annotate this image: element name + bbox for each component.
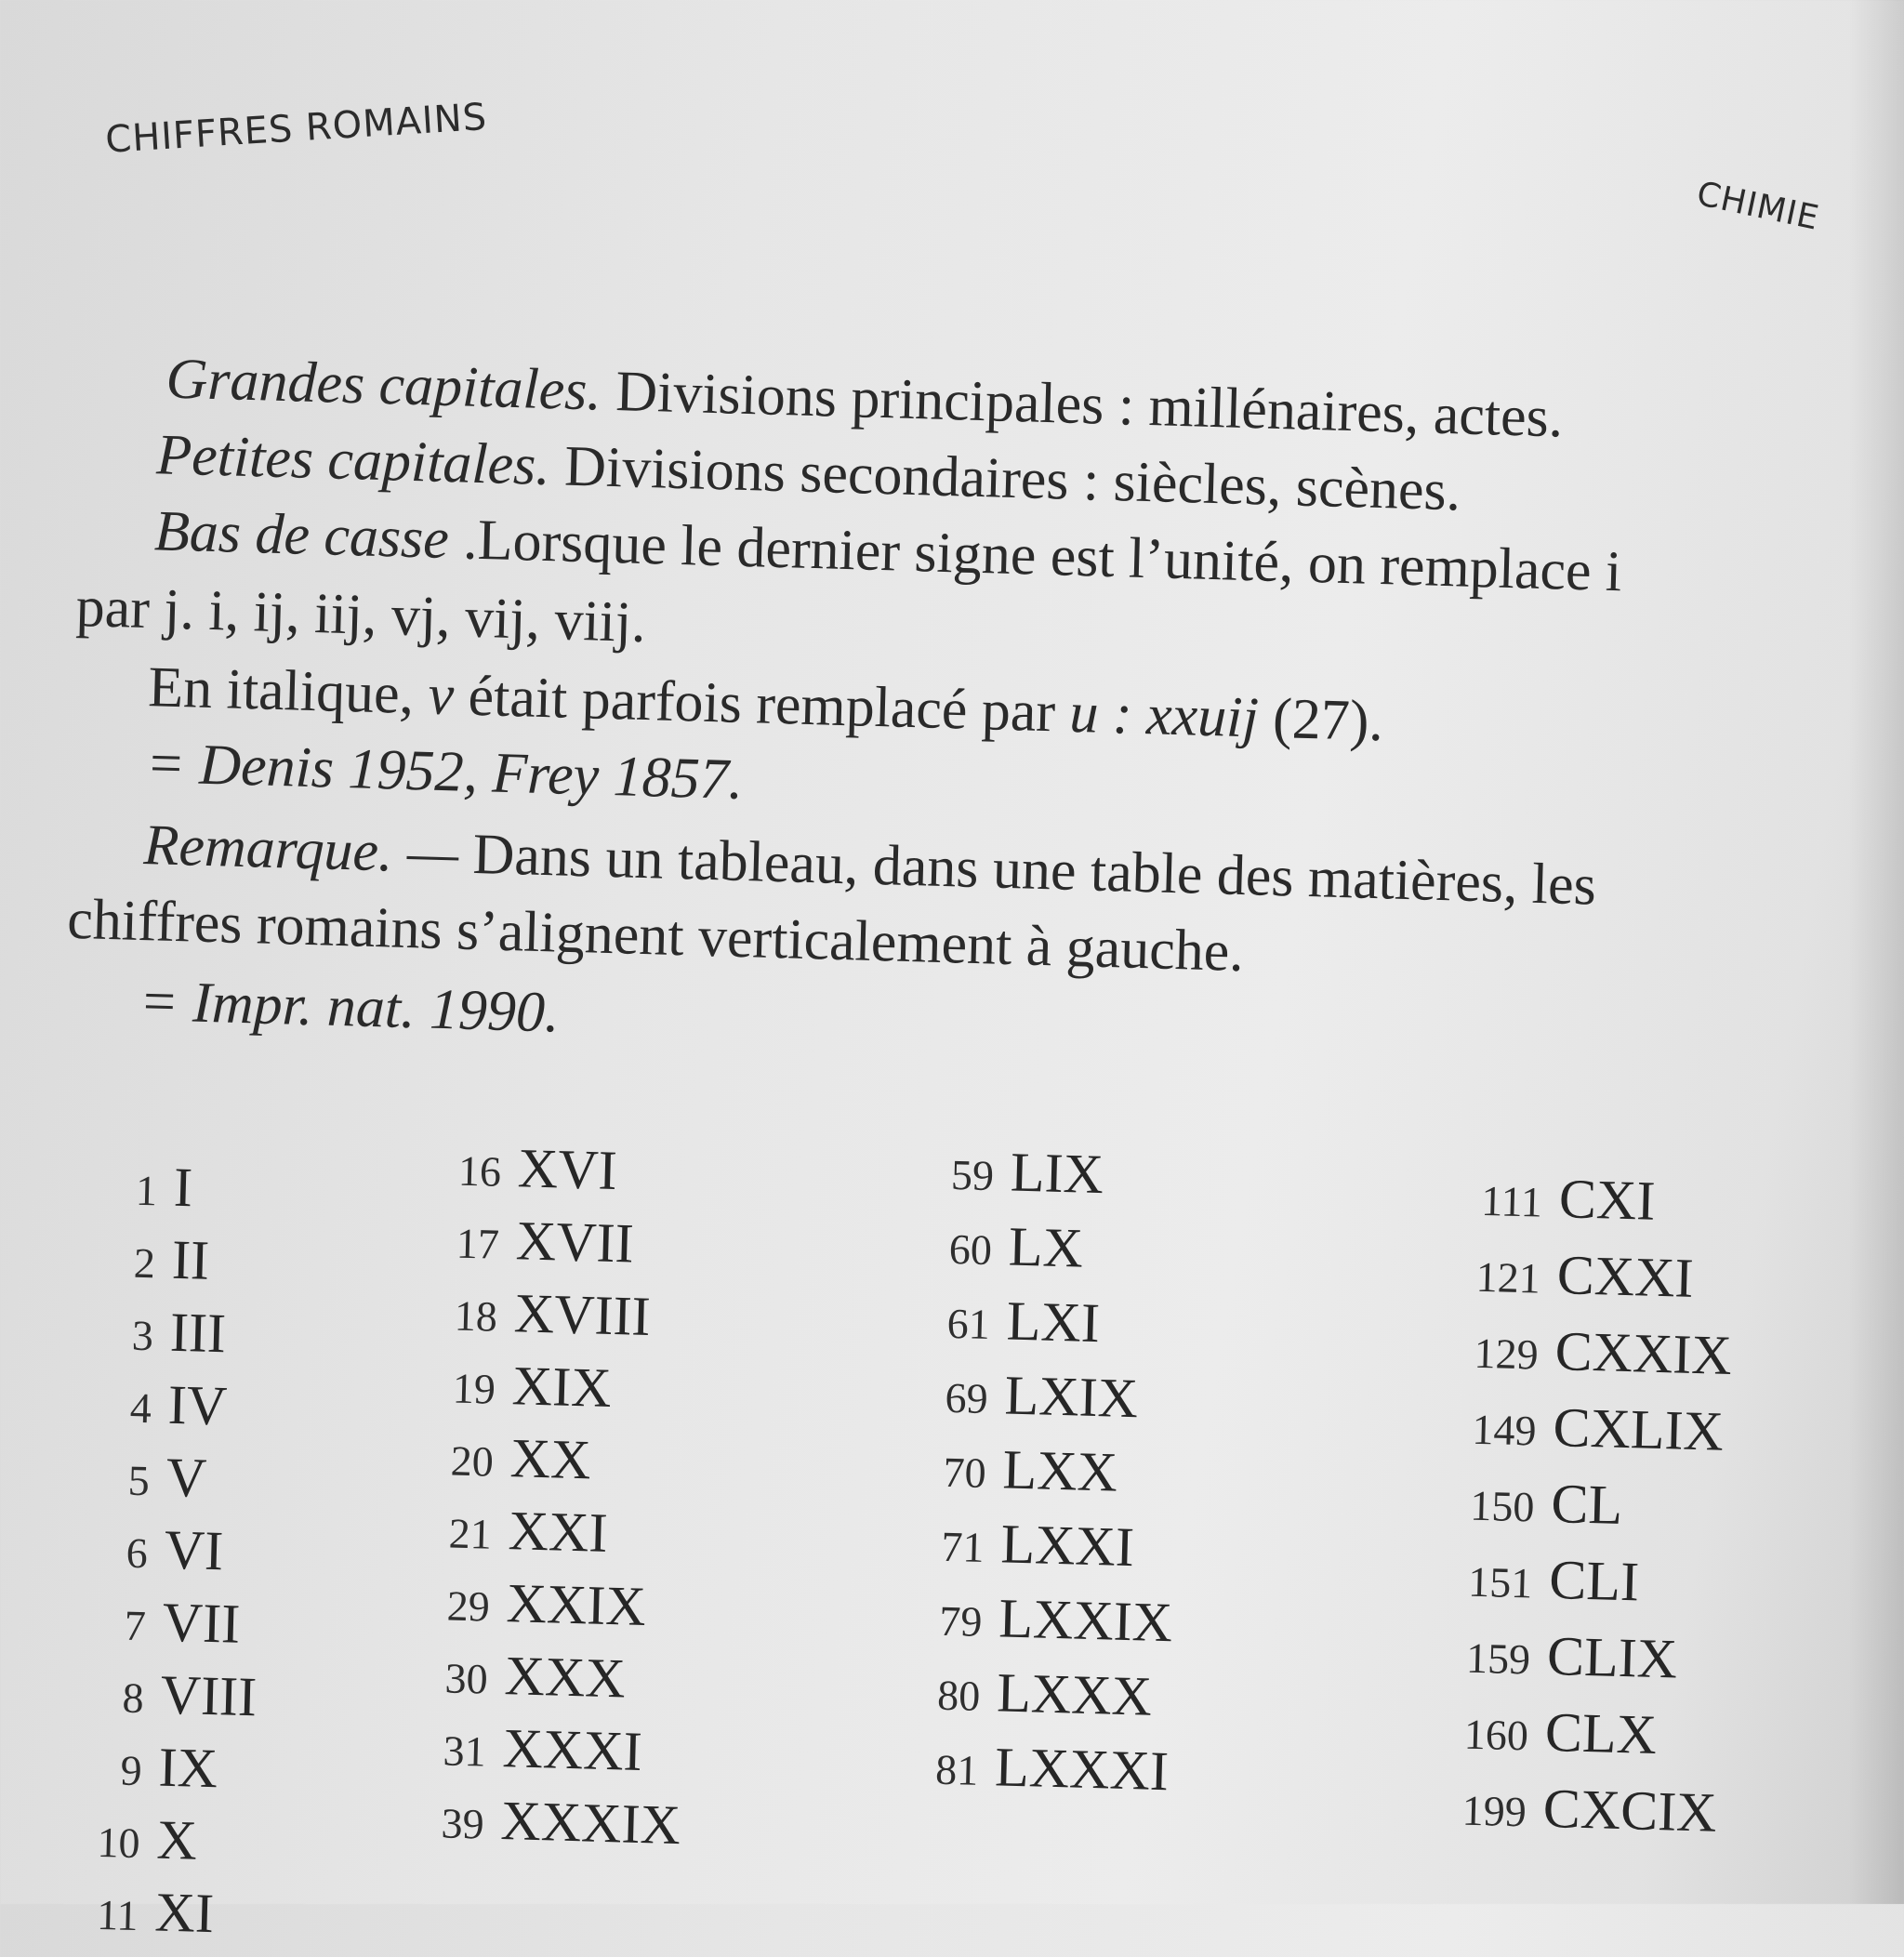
table-row [58, 1733, 218, 1811]
arabic-number: 30 [444, 1654, 489, 1703]
roman-numeral: VIII [159, 1663, 258, 1728]
table-row [433, 1207, 635, 1287]
roman-numeral: V [165, 1446, 208, 1509]
italique-example: u : xxuij [1068, 681, 1260, 750]
roman-numeral: XI [153, 1881, 215, 1945]
roman-numeral: LXXXI [994, 1736, 1170, 1803]
table-row [69, 1298, 227, 1376]
running-head-left: CHIFFRES ROMAINS [104, 95, 489, 162]
reference-denis-frey: = Denis 1952, Frey 1857. [145, 732, 745, 812]
roman-numeral: I [173, 1156, 193, 1219]
roman-numeral: XXI [508, 1500, 609, 1564]
roman-numeral: LXIX [1003, 1364, 1139, 1430]
roman-numeral: XXXIX [499, 1790, 681, 1857]
arabic-number: 121 [1475, 1252, 1541, 1302]
arabic-number: 5 [127, 1456, 151, 1505]
arabic-number: 59 [950, 1150, 995, 1200]
table-row [61, 1588, 241, 1667]
table-row [1438, 1545, 1640, 1625]
table-row [911, 1435, 1118, 1515]
italique-a: En italique, [147, 655, 430, 727]
table-row [431, 1279, 652, 1359]
roman-numeral: III [169, 1301, 227, 1365]
roman-numeral: XVII [515, 1210, 635, 1275]
table-row [1440, 1469, 1623, 1548]
arabic-number: 159 [1465, 1633, 1531, 1684]
roman-numeral: CL [1550, 1472, 1623, 1536]
table-row [435, 1134, 618, 1213]
definition-bas-de-casse: .Lorsque le dernier signe est l’unité, on remplace i [447, 508, 1623, 604]
reference-impr-nat: = Impr. nat. 1990. [139, 969, 561, 1045]
table-row [67, 1370, 228, 1448]
roman-numeral: LXX [1001, 1438, 1118, 1503]
remarque-text: Dans un tableau, dans une table des matières, les [457, 822, 1597, 918]
table-row [906, 1584, 1173, 1665]
roman-numeral: LIX [1010, 1141, 1104, 1206]
table-row [426, 1497, 609, 1576]
term-grandes-capitales: Grandes capitales. [165, 347, 602, 423]
definition-grandes-capitales: Divisions principales : millénaires, actes. [600, 359, 1565, 450]
arabic-number: 1 [135, 1166, 158, 1215]
arabic-number: 149 [1471, 1405, 1538, 1455]
term-petites-capitales: Petites capitales. [155, 423, 551, 498]
roman-numeral: LXXI [999, 1513, 1135, 1579]
table-row [915, 1287, 1101, 1366]
roman-numeral: CLX [1544, 1700, 1658, 1766]
arabic-number: 10 [96, 1818, 141, 1868]
arabic-number: 18 [454, 1291, 498, 1341]
arabic-number: 21 [448, 1509, 493, 1558]
roman-numeral-table [65, 1137, 1831, 1945]
arabic-number: 160 [1463, 1710, 1529, 1760]
arabic-number: 79 [938, 1596, 984, 1646]
arabic-number: 60 [948, 1224, 993, 1275]
table-row [56, 1805, 198, 1884]
roman-numeral: IX [157, 1736, 218, 1800]
arabic-number: 6 [126, 1528, 149, 1578]
arabic-number: 29 [446, 1581, 491, 1631]
arabic-number: 61 [946, 1299, 991, 1349]
arabic-number: 7 [124, 1601, 147, 1650]
italique-c: était parfois remplacé par [453, 664, 1071, 745]
arabic-number: 2 [133, 1238, 156, 1288]
table-row [1445, 1316, 1733, 1398]
roman-numeral: XXXI [501, 1717, 643, 1782]
line-bas-de-casse-cont: par j. i, ij, iij, vj, vij, viij. [74, 575, 647, 655]
table-row [53, 1878, 214, 1956]
table-row [63, 1515, 224, 1593]
arabic-number: 31 [442, 1726, 487, 1776]
arabic-number: 71 [940, 1522, 985, 1571]
table-row [60, 1660, 258, 1740]
italique-v: v [427, 663, 456, 728]
table-row [917, 1212, 1084, 1291]
body-text [61, 335, 1877, 1184]
table-row [430, 1352, 613, 1431]
running-head-right: CHIMIE [1693, 175, 1823, 238]
table-row [422, 1642, 627, 1722]
roman-numeral: LXXX [996, 1661, 1153, 1727]
table-row [1447, 1240, 1695, 1321]
arabic-number: 39 [440, 1799, 485, 1848]
arabic-number: 150 [1469, 1481, 1536, 1531]
line-remarque-cont: chiffres romains s’alignent verticalement à gauche. [66, 887, 1245, 985]
arabic-number: 4 [129, 1383, 152, 1433]
arabic-number: 69 [945, 1373, 989, 1422]
roman-numeral: VII [161, 1591, 241, 1655]
roman-numeral: XXIX [505, 1572, 647, 1638]
roman-numeral: CXLIX [1552, 1396, 1725, 1462]
table-row [905, 1659, 1153, 1739]
arabic-number: 80 [936, 1671, 981, 1720]
roman-numeral: X [155, 1808, 198, 1871]
roman-numeral: XXX [503, 1645, 627, 1710]
roman-numeral: CLI [1548, 1548, 1640, 1613]
table-row [1435, 1698, 1658, 1778]
roman-numeral: II [171, 1228, 210, 1291]
arabic-number: 9 [119, 1746, 143, 1795]
arabic-number: 8 [122, 1673, 145, 1723]
roman-numeral: XIX [511, 1355, 613, 1419]
roman-numeral: XVIII [513, 1282, 652, 1348]
arabic-number: 3 [131, 1311, 154, 1360]
roman-numeral: CXXI [1556, 1244, 1695, 1309]
table-row [424, 1569, 647, 1649]
table-row [418, 1787, 681, 1868]
arabic-number: 16 [457, 1146, 502, 1196]
table-row [65, 1443, 207, 1521]
arabic-number: 129 [1474, 1329, 1540, 1379]
roman-numeral: XX [509, 1427, 592, 1491]
italique-e: (27). [1257, 686, 1384, 754]
arabic-number: 70 [942, 1448, 987, 1497]
table-row [1442, 1393, 1724, 1474]
arabic-number: 111 [1480, 1176, 1543, 1226]
table-row [1436, 1621, 1678, 1702]
roman-numeral: CLIX [1546, 1624, 1678, 1690]
table-row [919, 1138, 1104, 1217]
roman-numeral: XVI [517, 1137, 618, 1202]
arabic-number: 17 [456, 1219, 500, 1268]
term-remarque: Remarque. — [142, 813, 460, 886]
roman-numeral: CXI [1558, 1168, 1657, 1232]
roman-numeral: LXI [1006, 1289, 1101, 1355]
term-bas-de-casse: Bas de casse [153, 499, 450, 572]
definition-petites-capitales: Divisions secondaires : siècles, scènes. [549, 434, 1462, 523]
arabic-number: 11 [96, 1890, 139, 1940]
arabic-number: 20 [450, 1436, 495, 1486]
roman-numeral: CXCIX [1542, 1777, 1718, 1844]
roman-numeral: LXXIX [998, 1587, 1173, 1654]
table-row [1433, 1774, 1718, 1856]
table-row [903, 1733, 1170, 1814]
roman-numeral: LX [1008, 1215, 1084, 1279]
table-row [428, 1424, 592, 1503]
roman-numeral: CXXIX [1554, 1320, 1733, 1386]
table-row [71, 1225, 210, 1303]
table-row [73, 1153, 193, 1230]
table-row [420, 1714, 643, 1794]
table-row [1448, 1164, 1656, 1244]
arabic-number: 19 [452, 1364, 496, 1413]
roman-numeral: IV [167, 1373, 229, 1437]
table-row [913, 1361, 1139, 1441]
arabic-number: 151 [1467, 1557, 1533, 1607]
arabic-number: 81 [934, 1745, 979, 1794]
roman-numeral: VI [164, 1518, 225, 1582]
table-row [908, 1510, 1134, 1590]
arabic-number: 199 [1461, 1786, 1527, 1836]
